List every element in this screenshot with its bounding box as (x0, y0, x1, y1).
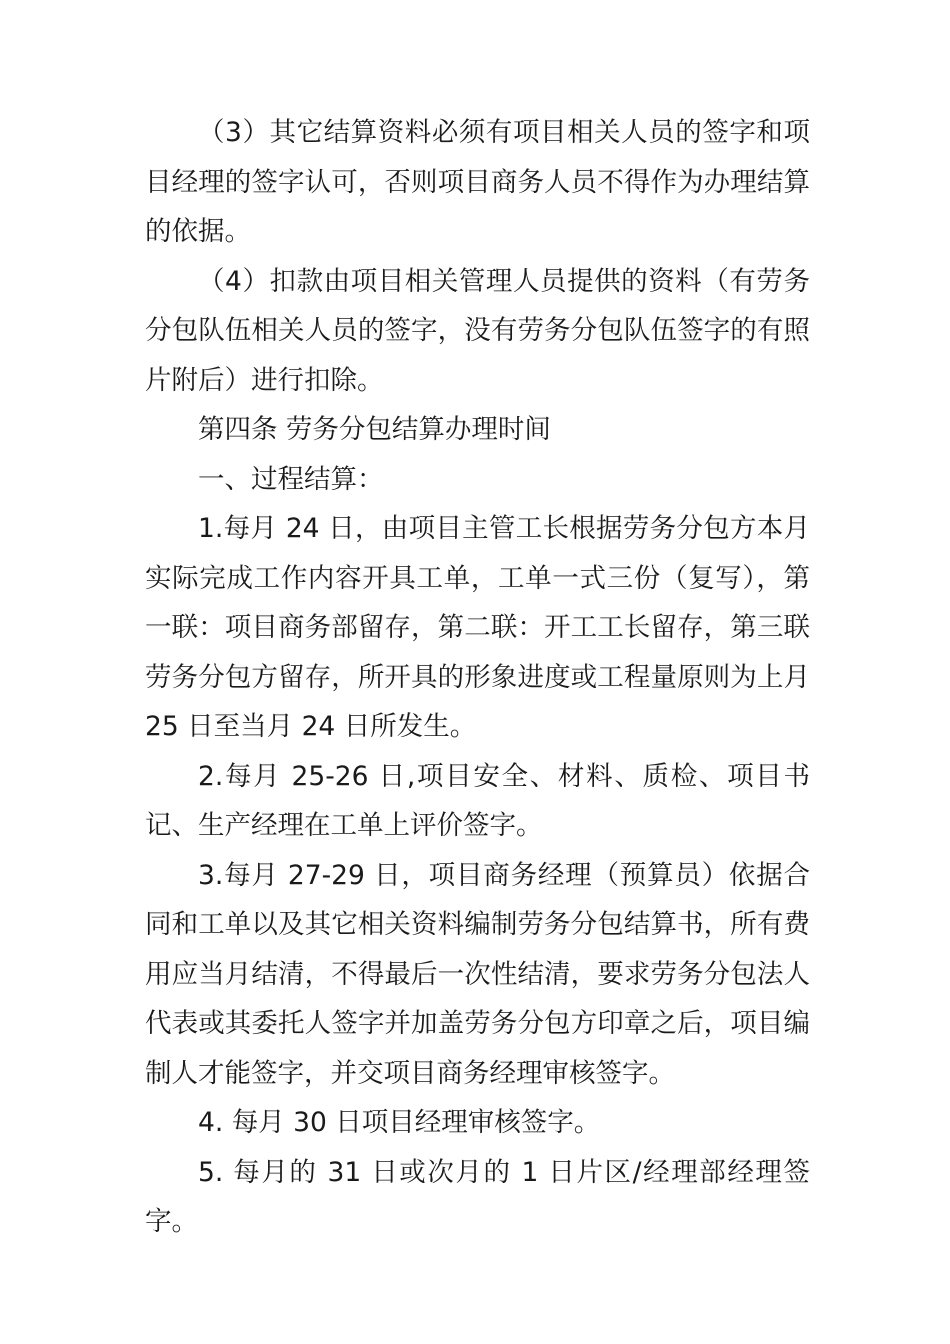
paragraph-item-4: 4. 每月 30 日项目经理审核签字。 (198, 1107, 601, 1138)
paragraph-clause-4: （4）扣款由项目相关管理人员提供的资料（有劳务分包队伍相关人员的签字，没有劳务分包队伍签字的有照片附后）进行扣除。 (145, 265, 810, 396)
paragraph-item-1: 1.每月 24 日，由项目主管工长根据劳务分包方本月实际完成工作内容开具工单，工单一式三份（复写），第一联：项目商务部留存，第二联：开工工长留存，第三联劳务分包方留存，所开具的形象进度或工程量原则为上月 25 日至当月 24 日所发生。 (145, 513, 810, 742)
paragraph-item-2: 2.每月 25-26 日,项目安全、材料、质检、项目书记、生产经理在工单上评价签字。 (145, 760, 810, 841)
article-4-heading: 第四条 劳务分包结算办理时间 (198, 414, 551, 445)
paragraph-item-3: 3.每月 27-29 日，项目商务经理（预算员）依据合同和工单以及其它相关资料编制劳务分包结算书，所有费用应当月结清，不得最后一次性结清，要求劳务分包法人代表或其委托人签字并加盖劳务分包方印章之后，项目编制人才能签字，并交项目商务经理审核签字。 (145, 859, 810, 1089)
section-heading-process-settlement: 一、过程结算： (198, 463, 384, 495)
paragraph-clause-3: （3）其它结算资料必须有项目相关人员的签字和项目经理的签字认可，否则项目商务人员不得作为办理结算的依据。 (145, 117, 810, 247)
document-body (145, 108, 810, 1247)
paragraph-item-5: 5. 每月的 31 日或次月的 1 日片区/经理部经理签字。 (145, 1156, 810, 1237)
